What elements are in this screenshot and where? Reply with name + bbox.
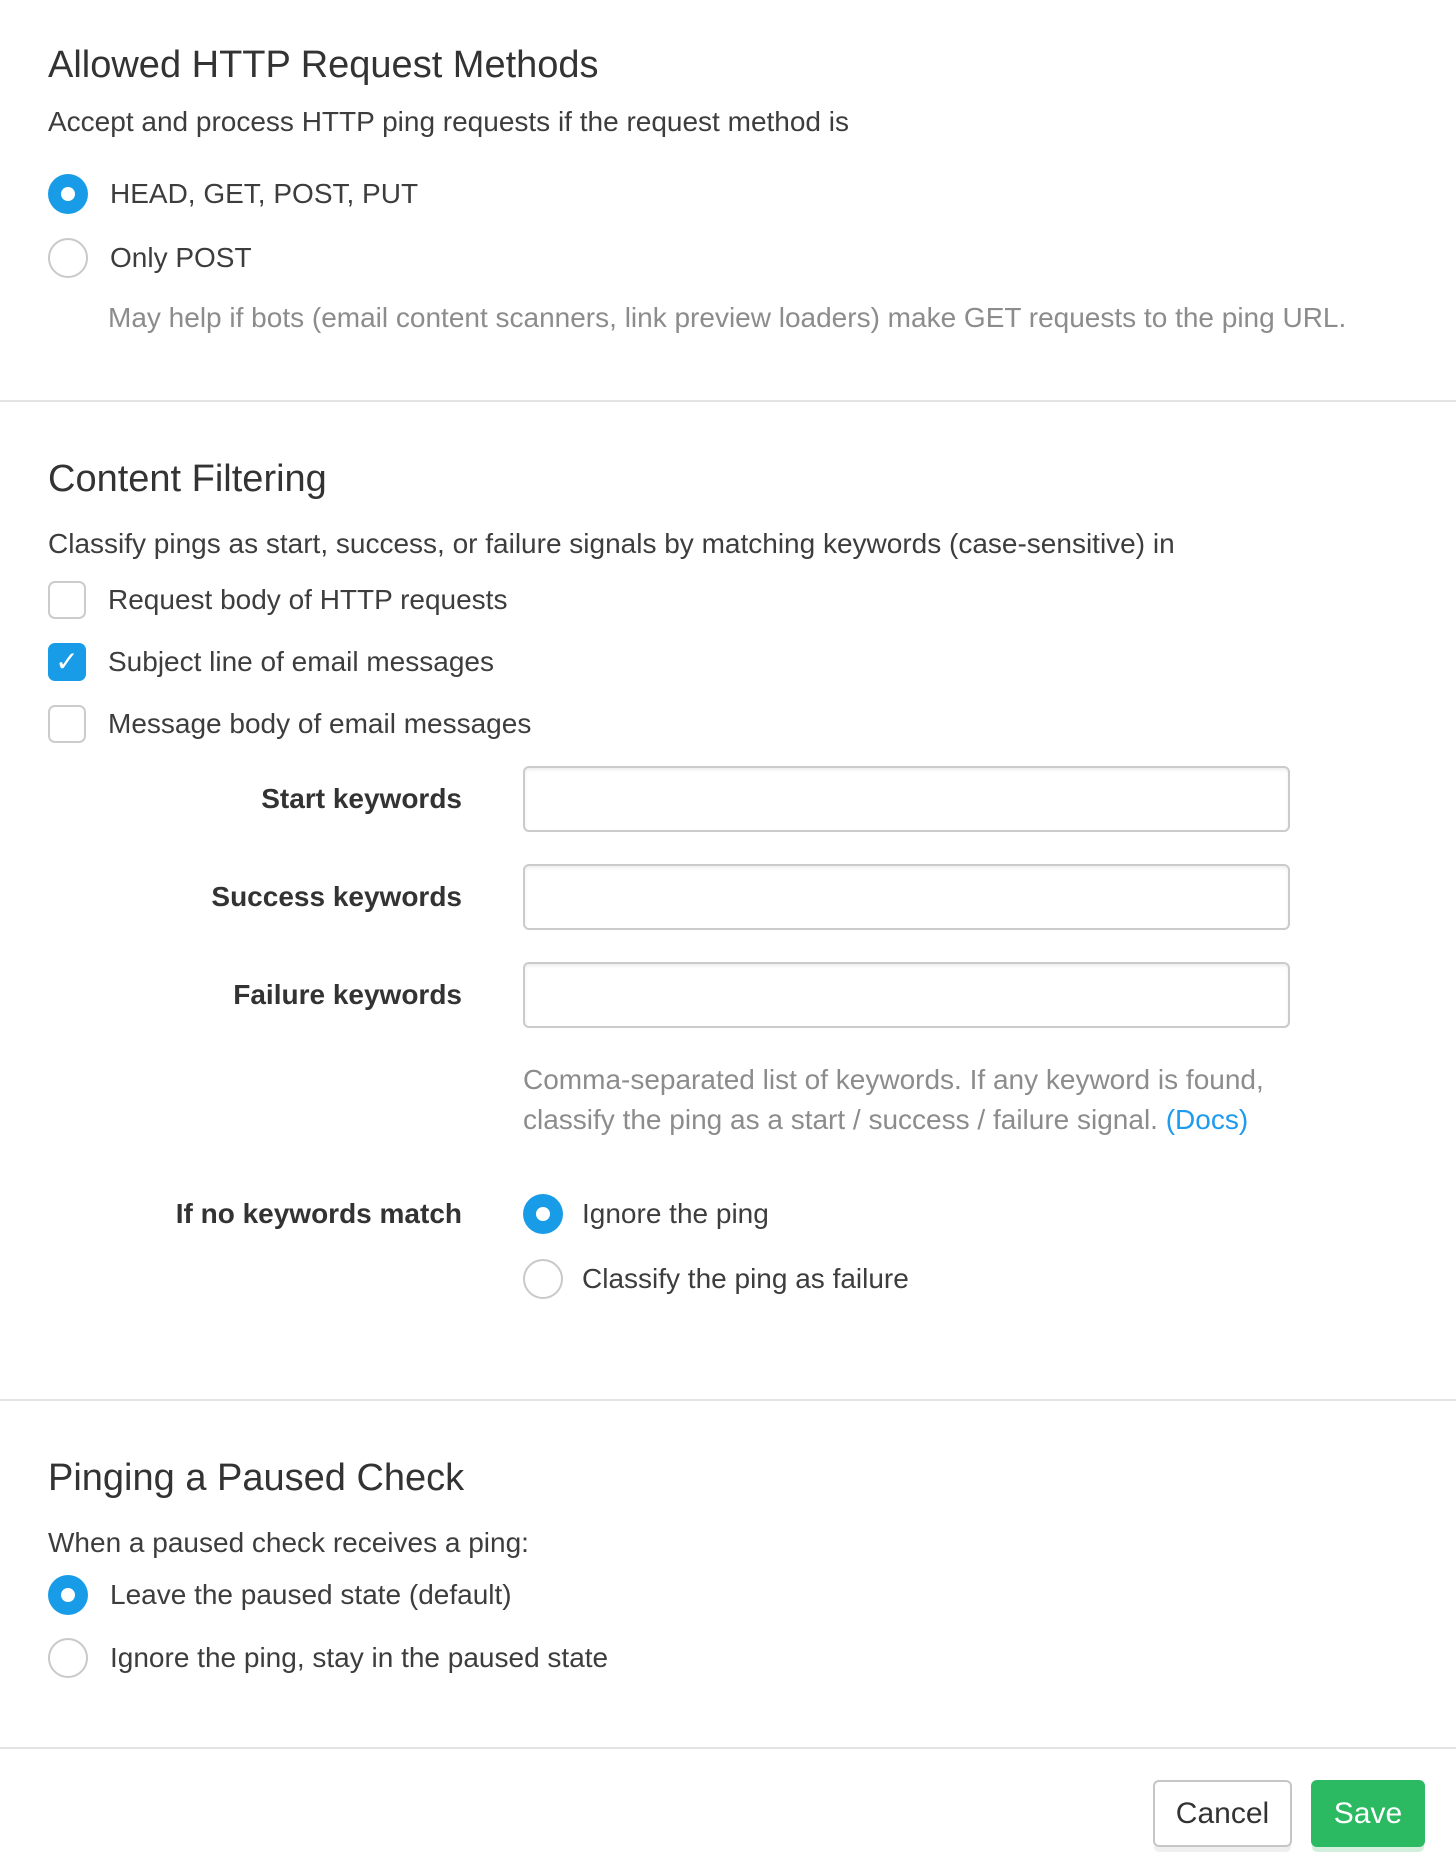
start-keywords-label: Start keywords bbox=[261, 783, 462, 814]
form-row-success-keywords bbox=[48, 864, 1408, 930]
radio-row-ignore-ping bbox=[523, 1194, 909, 1234]
radio-row-classify-failure bbox=[523, 1259, 909, 1299]
section-allowed-http-methods bbox=[0, 0, 1456, 402]
methods-description: Accept and process HTTP ping requests if the request method is bbox=[48, 106, 850, 137]
form-row-failure-keywords bbox=[48, 962, 1408, 1028]
checkbox-unchecked-icon[interactable] bbox=[48, 581, 86, 619]
paused-description: When a paused check receives a ping: bbox=[48, 1527, 529, 1558]
checkbox-unchecked-icon[interactable] bbox=[48, 705, 86, 743]
radio-unselected-icon[interactable] bbox=[48, 1638, 88, 1678]
no-keywords-match-row bbox=[48, 1194, 1408, 1299]
failure-keywords-label: Failure keywords bbox=[233, 979, 462, 1010]
success-keywords-input[interactable] bbox=[523, 864, 1290, 930]
keywords-help-text bbox=[523, 1060, 1408, 1140]
radio-row-leave-paused-state bbox=[48, 1575, 1408, 1615]
dialog-footer bbox=[0, 1749, 1456, 1847]
section-title-content-filtering: Content Filtering bbox=[48, 458, 327, 500]
no-keywords-match-label: If no keywords match bbox=[175, 1198, 462, 1229]
only-post-help-text: May help if bots (email content scanners, link preview loaders) make GET requests to the ping URL. bbox=[108, 302, 1347, 333]
section-title-pinging-paused-check: Pinging a Paused Check bbox=[48, 1457, 465, 1499]
filtering-description: Classify pings as start, success, or failure signals by matching keywords (case-sensitive) in bbox=[48, 528, 1175, 559]
save-button[interactable]: Save bbox=[1311, 1780, 1425, 1847]
form-row-start-keywords bbox=[48, 766, 1408, 832]
radio-label-stay-paused-state[interactable]: Ignore the ping, stay in the paused state bbox=[110, 1642, 609, 1673]
checkbox-label-message-body[interactable]: Message body of email messages bbox=[108, 708, 532, 739]
failure-keywords-input[interactable] bbox=[523, 962, 1290, 1028]
radio-row-stay-paused-state bbox=[48, 1638, 1408, 1678]
section-title-allowed-http-methods: Allowed HTTP Request Methods bbox=[48, 44, 599, 86]
radio-label-head-get-post-put[interactable]: HEAD, GET, POST, PUT bbox=[110, 178, 419, 209]
section-pinging-paused-check bbox=[0, 1401, 1456, 1749]
radio-row-only-post bbox=[48, 238, 1408, 278]
checkbox-row-message-body bbox=[48, 704, 1408, 744]
docs-link[interactable]: (Docs) bbox=[1165, 1104, 1249, 1135]
checkbox-checked-icon[interactable] bbox=[48, 643, 86, 681]
radio-row-head-get-post-put bbox=[48, 174, 1408, 214]
radio-unselected-icon[interactable] bbox=[523, 1259, 563, 1299]
checkbox-label-request-body[interactable]: Request body of HTTP requests bbox=[108, 584, 508, 615]
radio-label-classify-failure[interactable]: Classify the ping as failure bbox=[582, 1263, 909, 1294]
section-content-filtering bbox=[0, 402, 1456, 1401]
cancel-button[interactable]: Cancel bbox=[1153, 1780, 1292, 1847]
keywords-help-line2: classify the ping as a start / success / failure signal. bbox=[523, 1104, 1158, 1135]
checkmark-icon: ✓ bbox=[55, 645, 79, 678]
radio-label-ignore-ping[interactable]: Ignore the ping bbox=[582, 1198, 769, 1229]
checkbox-label-subject-line[interactable]: Subject line of email messages bbox=[108, 646, 494, 677]
checkbox-row-subject-line bbox=[48, 642, 1408, 682]
success-keywords-label: Success keywords bbox=[211, 881, 462, 912]
radio-label-leave-paused-state[interactable]: Leave the paused state (default) bbox=[110, 1579, 512, 1610]
keywords-help-line1: Comma-separated list of keywords. If any keyword is found, bbox=[523, 1064, 1264, 1095]
radio-selected-icon[interactable] bbox=[523, 1194, 563, 1234]
radio-unselected-icon[interactable] bbox=[48, 238, 88, 278]
checkbox-row-request-body bbox=[48, 580, 1408, 620]
no-keywords-match-options bbox=[523, 1194, 909, 1299]
radio-label-only-post[interactable]: Only POST bbox=[110, 242, 252, 273]
radio-selected-icon[interactable] bbox=[48, 1575, 88, 1615]
radio-selected-icon[interactable] bbox=[48, 174, 88, 214]
start-keywords-input[interactable] bbox=[523, 766, 1290, 832]
